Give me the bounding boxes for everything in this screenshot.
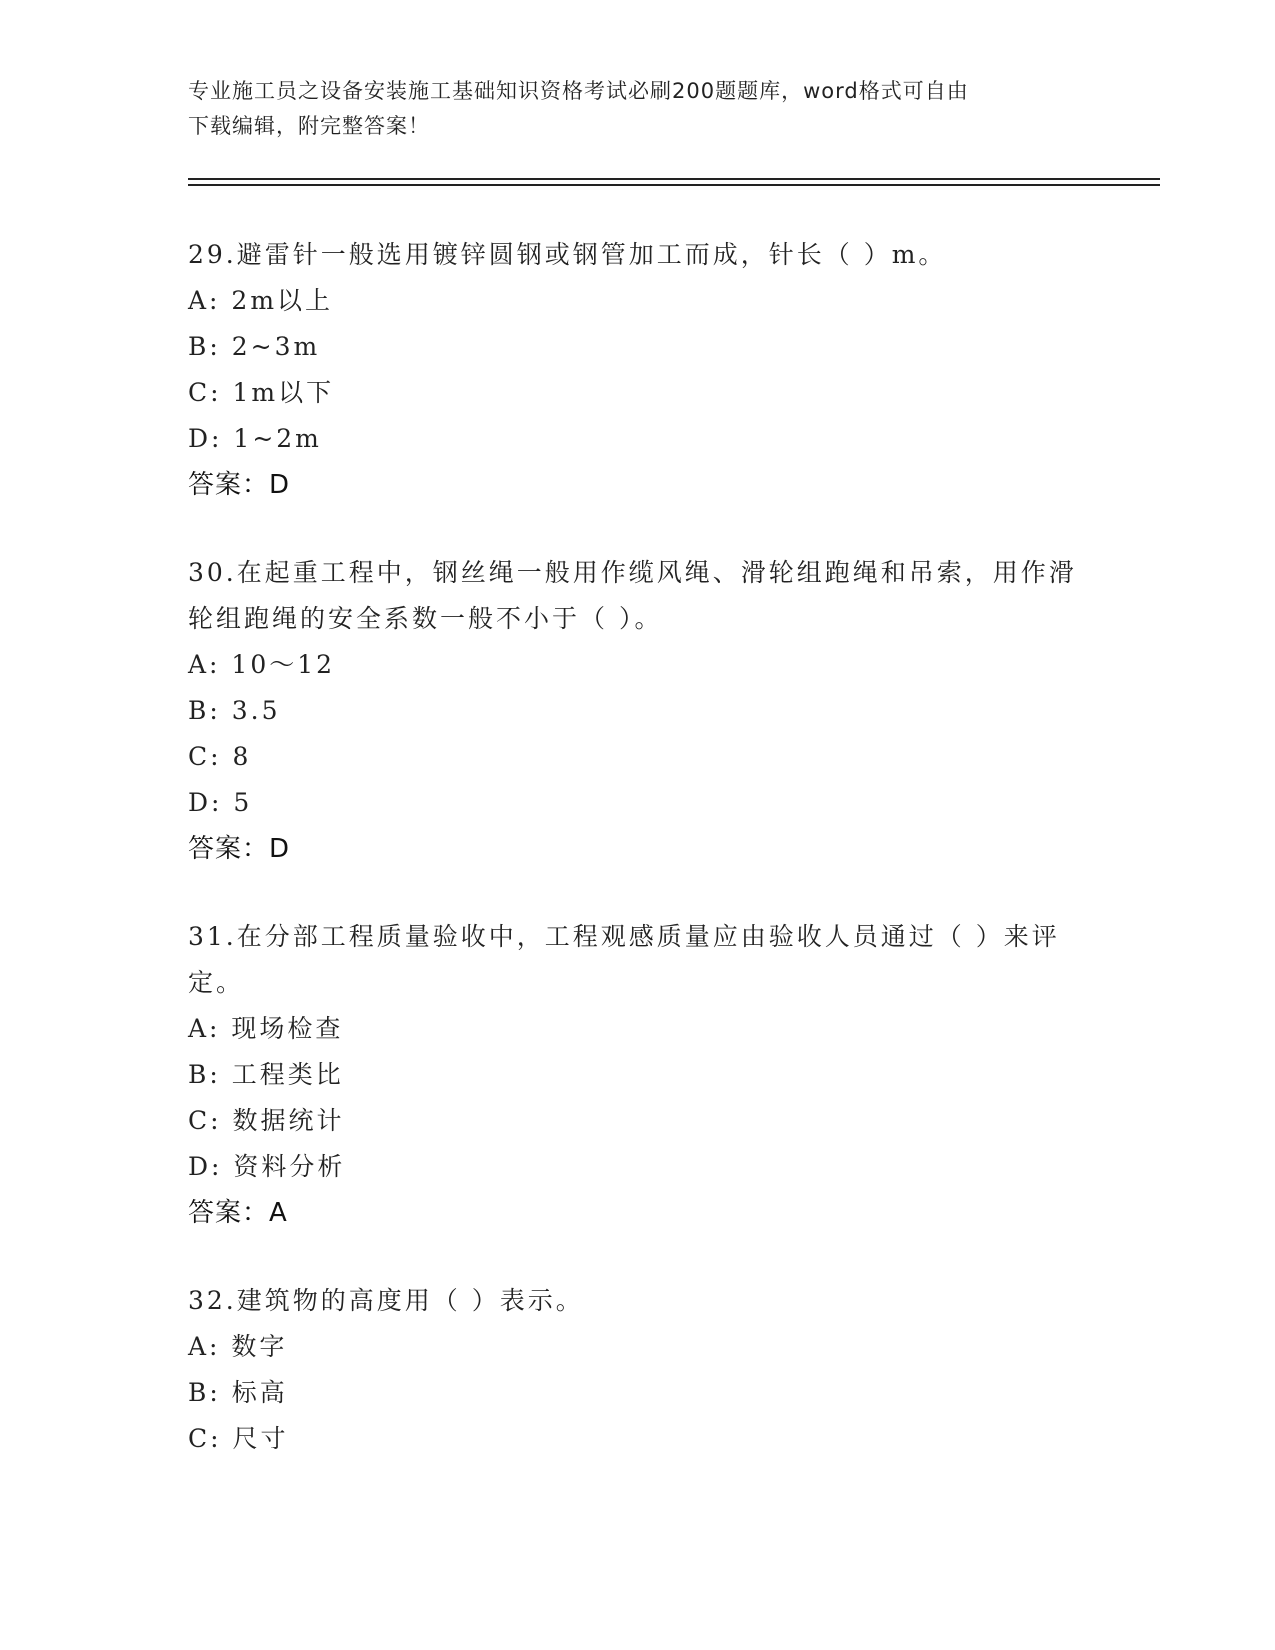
option-a: A: 现场检查	[188, 1014, 344, 1043]
question-32	[188, 1278, 1088, 1462]
question-31	[188, 914, 1088, 1236]
option-b: B: 3.5	[188, 696, 281, 725]
option-b: B: 2~3m	[188, 332, 321, 361]
option-c: C: 1m以下	[188, 378, 335, 407]
option-d: D: 1~2m	[188, 424, 322, 453]
question-stem: 31.在分部工程质量验收中，工程观感质量应由验收人员通过（ ）来评定。	[188, 922, 1060, 997]
header-divider-top	[188, 178, 1160, 180]
option-c: C: 尺寸	[188, 1424, 289, 1453]
option-b: B: 工程类比	[188, 1060, 344, 1089]
question-30	[188, 550, 1088, 872]
option-c: C: 8	[188, 742, 252, 771]
option-c: C: 数据统计	[188, 1106, 345, 1135]
question-stem: 29.避雷针一般选用镀锌圆钢或钢管加工而成，针长（ ）m。	[188, 240, 947, 269]
answer-line: 答案：A	[188, 1198, 288, 1228]
option-a: A: 2m以上	[188, 286, 334, 315]
header-divider-bottom	[188, 184, 1160, 186]
question-stem: 32.建筑物的高度用（ ）表示。	[188, 1286, 584, 1315]
answer-line: 答案：D	[188, 470, 291, 500]
option-d: D: 资料分析	[188, 1152, 346, 1181]
question-list	[188, 232, 1088, 1504]
option-a: A: 10～12	[188, 650, 336, 679]
option-a: A: 数字	[188, 1332, 288, 1361]
option-b: B: 标高	[188, 1378, 288, 1407]
question-29	[188, 232, 1088, 508]
option-d: D: 5	[188, 788, 253, 817]
header-line-2: 下载编辑，附完整答案！	[188, 114, 430, 138]
document-header	[188, 74, 1088, 144]
header-line-1: 专业施工员之设备安装施工基础知识资格考试必刷200题题库，word格式可自由	[188, 79, 969, 103]
question-stem: 30.在起重工程中，钢丝绳一般用作缆风绳、滑轮组跑绳和吊索，用作滑轮组跑绳的安全系数一般不小于（ ）。	[188, 558, 1077, 633]
answer-line: 答案：D	[188, 834, 291, 864]
